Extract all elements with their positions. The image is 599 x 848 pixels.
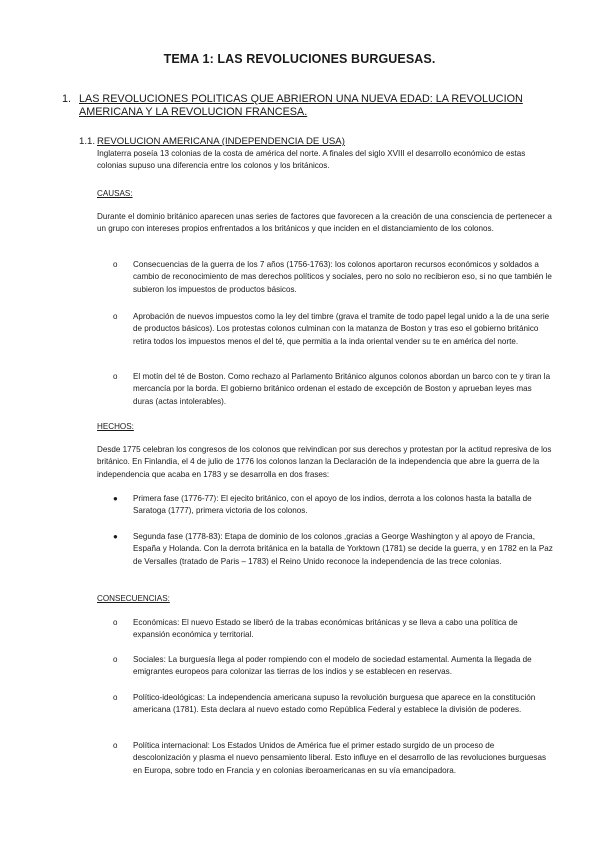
list-item-text: Aprobación de nuevos impuestos como la ley del timbre (grava el tramite de todo papel legal unido a la de una serie de productos básicos). Los protestas colonos culminan con la matanza de Boston y tras eso el gobierno británico retira todos los impuestos menos el del té, que permitia a la inda oriental vender su te en américa del norte. bbox=[133, 312, 550, 346]
bullet-marker: o bbox=[113, 693, 118, 702]
list-item-text: Sociales: La burguesía llega al poder rompiendo con el modelo de sociedad estamental. Aumenta la llegada de emigrantes europeos para colonizar las tierras de los indios y se establecen en reservas. bbox=[133, 655, 532, 677]
list-item-text: Política internacional: Los Estados Unidos de América fue el primer estado surgido de un proceso de descolonización y plasma el nuevo pensamiento liberal. Esto influye en el desarrollo de las revoluciones burguesas en Europa, sobre todo en Francia y en colonias iberoamericanas en su vía emancipadora. bbox=[133, 741, 547, 775]
hechos-heading: HECHOS: bbox=[97, 422, 134, 431]
list-item bbox=[113, 311, 553, 348]
list-item-text: Consecuencias de la guerra de los 7 años (1756-1763): los colonos aportaron recursos económicos y soldados a cambio de reconocimiento de mas derechos políticos y sociales, pero no solo no recibieron eso, si no que también le subieron los impuestos de productos básicos. bbox=[133, 260, 552, 294]
list-item-text: Segunda fase (1778-83): Etapa de dominio de los colonos ,gracias a George Washington y al apoyo de Francia, España y Holanda. Con la derrota británica en la batalla de Yorktown (1781) se decide la guerra, y en 1782 en la Paz de Versalles (tratado de Paris – 1783) el Reino Unido reconoce la independencia de las trece colonias. bbox=[133, 532, 553, 566]
list-item-text: El motín del té de Boston. Como rechazo al Parlamento Británico algunos colonos abordan un barco con te y tiran la mercancía por la borda. El gobierno británico ordenan el estado de excepción de Boston y aprueban leyes mas duras (actas intolerables). bbox=[133, 372, 551, 406]
list-item bbox=[113, 531, 553, 568]
section-number: 1. bbox=[62, 93, 72, 105]
subsection-heading-text: REVOLUCION AMERICANA (INDEPENDENCIA DE USA) bbox=[97, 136, 345, 147]
bullet-marker: ● bbox=[113, 494, 118, 503]
list-item bbox=[113, 371, 553, 408]
bullet-marker: o bbox=[113, 618, 118, 627]
bullet-marker: o bbox=[113, 741, 118, 750]
list-item bbox=[113, 692, 553, 717]
list-item-text: Político-ideológicas: La independencia americana supuso la revolución burguesa que aparece en la constitución americana (1781). Esta declara al nuevo estado como República Federal y establece la división de poderes. bbox=[133, 693, 536, 715]
section-heading-text: LAS REVOLUCIONES POLITICAS QUE ABRIERON UNA NUEVA EDAD: LA REVOLUCION AMERICANA Y LA REVOLUCION FRANCESA. bbox=[79, 93, 523, 118]
page-title: TEMA 1: LAS REVOLUCIONES BURGUESAS. bbox=[163, 52, 436, 66]
bullet-marker: o bbox=[113, 655, 118, 664]
bullet-marker: o bbox=[113, 260, 118, 269]
list-item bbox=[113, 740, 553, 777]
subsection-number: 1.1. bbox=[79, 136, 96, 147]
subsection-heading-1-1 bbox=[79, 136, 345, 147]
intro-paragraph: Inglaterra poseía 13 colonias de la costa de américa del norte. A finales del siglo XVIII el desarrollo económico de estas colonias supuso una diferencia entre los colonos y los británicos. bbox=[97, 149, 526, 171]
hechos-paragraph: Desde 1775 celebran los congresos de los colonos que reivindican por sus derechos y protestan por la actitud represiva de los británico. En Finlandia, el 4 de julio de 1776 los colonos lanzan la Declaración de la independencia que abre la guerra de la independencia que acaba en 1783 y se desarrolla en dos frases: bbox=[97, 445, 552, 479]
list-item bbox=[113, 493, 553, 518]
list-item-text: Primera fase (1776-77): El ejecito británico, con el apoyo de los indios, derrota a los colonos hasta la batalla de Saratoga (1777), primera victoria de los colonos. bbox=[133, 494, 532, 516]
list-item-text: Económicas: El nuevo Estado se liberó de la trabas económicas británicas y se lleva a cabo una política de expansión económica y territorial. bbox=[133, 618, 518, 640]
bullet-marker: o bbox=[113, 312, 118, 321]
list-item bbox=[113, 259, 553, 296]
section-heading-1 bbox=[62, 93, 552, 119]
bullet-marker: ● bbox=[113, 532, 118, 541]
causas-heading: CAUSAS: bbox=[97, 189, 133, 198]
causas-paragraph: Durante el dominio británico aparecen unas series de factores que favorecen a la creación de una consciencia de pertenecer a un grupo con intereses propios enfrentados a los británicos y que inciden en el distanciamiento de los colonos. bbox=[97, 212, 552, 234]
consecuencias-heading: CONSECUENCIAS: bbox=[97, 594, 170, 603]
list-item bbox=[113, 654, 553, 679]
list-item bbox=[113, 617, 553, 642]
bullet-marker: o bbox=[113, 372, 118, 381]
